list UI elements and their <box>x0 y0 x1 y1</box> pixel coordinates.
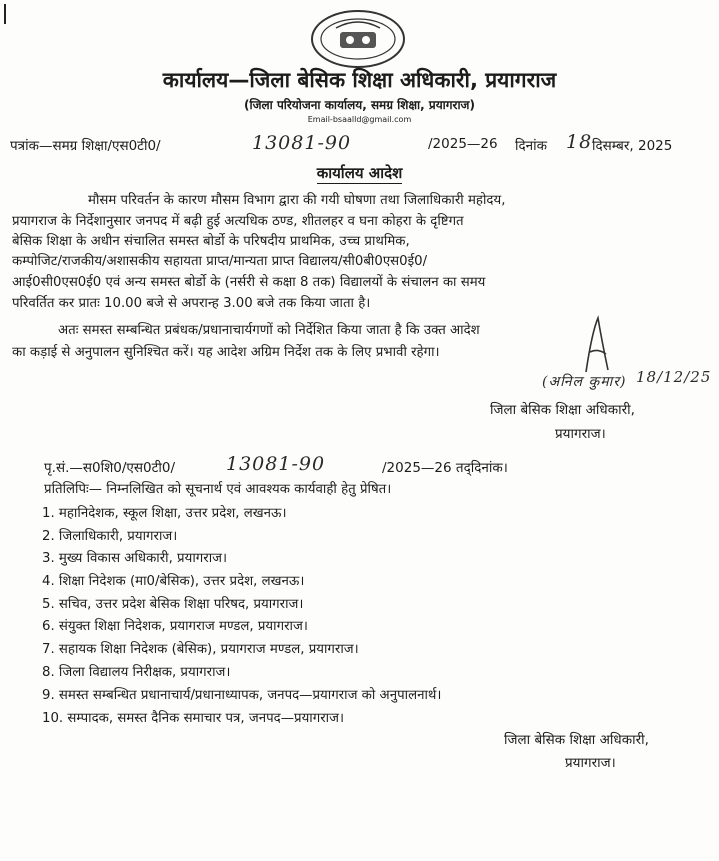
order-title-text: कार्यालय आदेश <box>316 164 403 182</box>
office-title: कार्यालय—जिला बेसिक शिक्षा अधिकारी, प्रयागराज <box>162 68 557 92</box>
copy-list-item: 1. महानिदेशक, स्कूल शिक्षा, उत्तर प्रदेश, लखनऊ। <box>42 506 287 521</box>
body-line: आई0सी0एस0ई0 एवं अन्य समस्त बोर्डो के (नर्सरी से कक्षा 8 तक) विद्यालयों के संचालन का समय <box>12 275 486 290</box>
copy-list-item: 4. शिक्षा निदेशक (मा0/बेसिक), उत्तर प्रदेश, लखनऊ। <box>42 574 305 589</box>
office-subtitle: (जिला परियोजना कार्यालय, समग्र शिक्षा, प्रयागराज) <box>244 98 475 112</box>
copy-list-item: 3. मुख्य विकास अधिकारी, प्रयागराज। <box>42 551 228 566</box>
signatory-city: प्रयागराज। <box>555 426 606 442</box>
signatory-name: (अनिल कुमार) <box>542 374 627 390</box>
copy-list-item: 5. सचिव, उत्तर प्रदेश बेसिक शिक्षा परिषद, प्रयागराज। <box>42 597 304 612</box>
body-line: कम्पोजिट/राजकीय/अशासकीय सहायता प्राप्त/मान्यता प्राप्त विद्यालय/सी0बी0एस0ई0/ <box>12 254 428 269</box>
copy-list-item: 2. जिलाधिकारी, प्रयागराज। <box>42 529 178 544</box>
copy-reference-number-handwritten: 13081-90 <box>226 453 326 475</box>
copy-list-item: 8. जिला विद्यालय निरीक्षक, प्रयागराज। <box>42 665 231 680</box>
reference-year: /2025—26 <box>428 136 498 152</box>
date-label: दिनांक <box>515 138 548 154</box>
date-rest: दिसम्बर, 2025 <box>592 138 673 154</box>
body-line: प्रयागराज के निर्देशानुसार जनपद में बढ़ी हुई अत्यधिक ठण्ड, शीतलहर व घना कोहरा के दृष्टिगत <box>12 214 464 229</box>
signatory-designation: जिला बेसिक शिक्षा अधिकारी, <box>490 402 635 418</box>
date-day-handwritten: 18 <box>566 131 593 153</box>
copy-list-item: 10. सम्पादक, समस्त दैनिक समाचार पत्र, जनपद—प्रयागराज। <box>42 711 345 726</box>
copy-list-item: 6. संयुक्त शिक्षा निदेशक, प्रयागराज मण्डल, प्रयागराज। <box>42 619 308 634</box>
signature-date: 18/12/25 <box>636 368 712 386</box>
copy-list-item: 7. सहायक शिक्षा निदेशक (बेसिक), प्रयागराज मण्डल, प्रयागराज। <box>42 642 359 657</box>
footer-designation: जिला बेसिक शिक्षा अधिकारी, <box>504 732 649 748</box>
order-title <box>0 163 719 183</box>
copy-reference-suffix: /2025—26 तद्‌दिनांक। <box>382 460 508 476</box>
reference-number-handwritten: 13081-90 <box>252 132 352 154</box>
copy-intro: प्रतिलिपिः— निम्नलिखित को सूचनार्थ एवं आवश्यक कार्यवाही हेतु प्रेषित। <box>44 482 392 497</box>
body-line: मौसम परिवर्तन के कारण मौसम विभाग द्वारा की गयी घोषणा तथा जिलाधिकारी महोदय, <box>88 193 506 208</box>
body-line: अतः समस्त सम्बन्धित प्रबंधक/प्रधानाचार्यगणों को निर्देशित किया जाता है कि उक्त आदेश <box>58 323 480 338</box>
copy-list-item: 9. समस्त सम्बन्धित प्रधानाचार्य/प्रधानाध्यापक, जनपद—प्रयागराज को अनुपालनार्थ। <box>42 688 442 703</box>
footer-city: प्रयागराज। <box>565 755 616 771</box>
copy-reference-prefix: पृ.सं.—स0शि0/एस0टी0/ <box>44 460 176 476</box>
body-line: का कड़ाई से अनुपालन सुनिश्चित करें। यह आदेश अग्रिम निर्देश तक के लिए प्रभावी रहेगा। <box>12 345 440 360</box>
body-line: परिवर्तित कर प्रातः 10.00 बजे से अपरान्ह 3.00 बजे तक किया जाता है। <box>12 296 371 311</box>
reference-prefix: पत्रांक—समग्र शिक्षा/एस0टी0/ <box>10 138 161 154</box>
body-line: बेसिक शिक्षा के अधीन संचालित समस्त बोर्डो के परिषदीय प्राथमिक, उच्च प्राथमिक, <box>12 234 410 249</box>
office-email: Email-bsaalld@gmail.com <box>307 115 412 124</box>
emblem-logo-icon <box>306 8 410 70</box>
margin-mark <box>4 4 6 24</box>
